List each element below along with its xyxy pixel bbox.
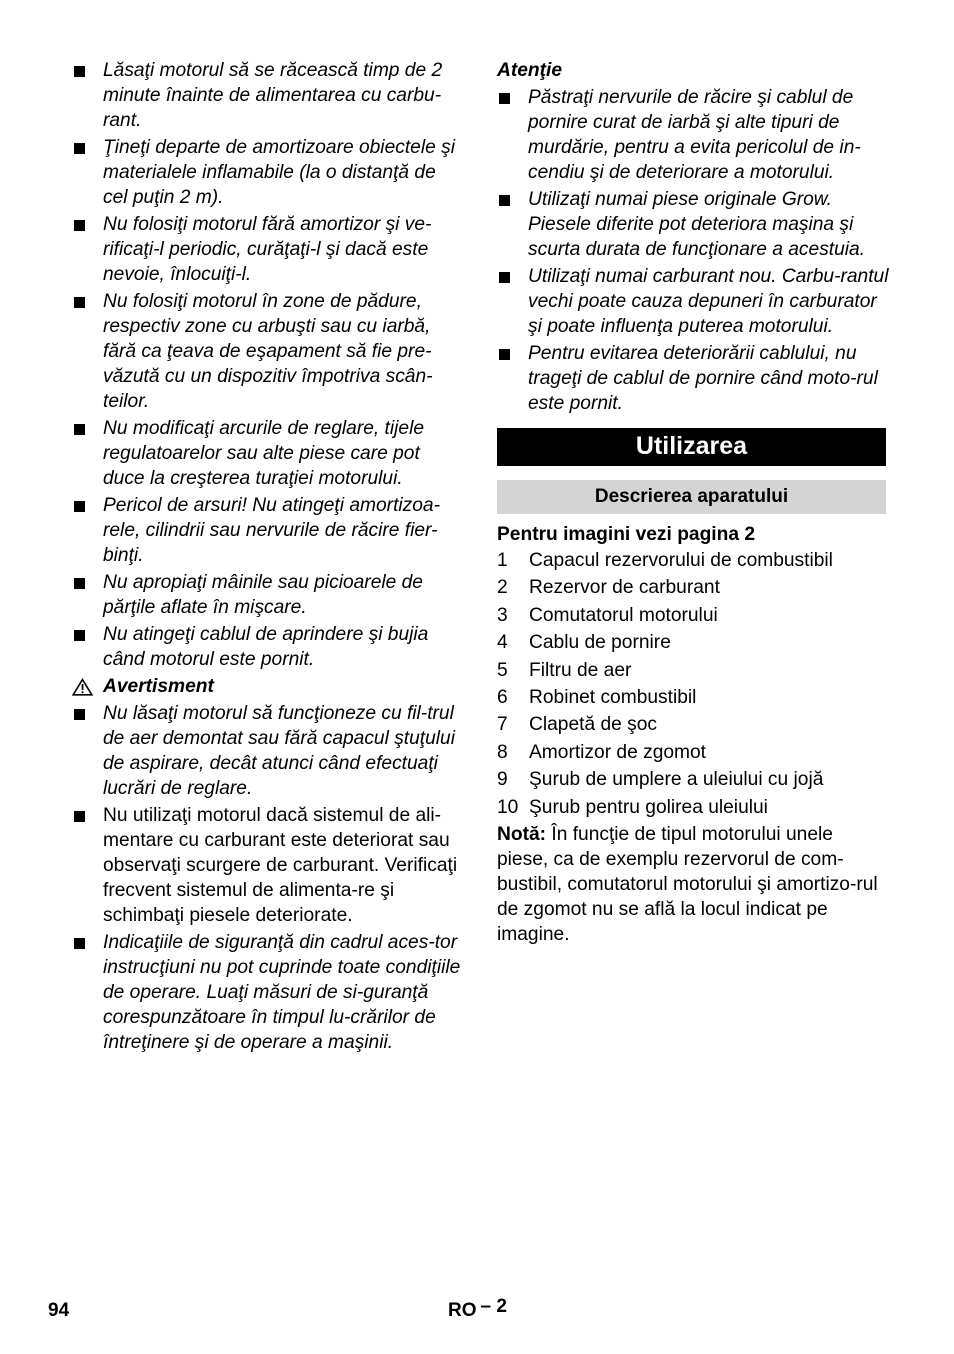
warning-list: [72, 701, 464, 1055]
list-item: Nu folosiţi motorul în zone de pădure, respectiv zone cu arbuşti sau cu iarbă, fără ca ţeava de eşapament să fie pre-văzută cu un dispozitiv împotriva scân-teilor.: [72, 289, 464, 414]
attention-heading: Atenţie: [497, 60, 563, 81]
bullet-square-icon: [74, 220, 85, 231]
bullet-square-icon: [74, 938, 85, 949]
list-item: 1 Capacul rezervorului de combustibil: [497, 550, 833, 571]
list-item: Pentru evitarea deteriorării cablului, nu trageţi de cablul de pornire când moto-rul este pornit.: [497, 341, 889, 416]
bullet-square-icon: [499, 272, 510, 283]
list-item: 2 Rezervor de carburant: [497, 577, 720, 599]
bullet-square-icon: [74, 501, 85, 512]
warning-triangle-icon: [72, 678, 93, 696]
note-text: În funcţie de tipul motorului unele piese, ca de exemplu rezervorul de com-bustibil, comutatorul motorului şi amortizo-rul de zgomot nu se află la locul indicat pe imagine.: [497, 823, 878, 945]
list-item: 3 Comutatorul motorului: [497, 604, 718, 626]
bullet-square-icon: [499, 349, 510, 360]
list-item: 10 Şurub pentru golirea uleiului: [497, 796, 768, 818]
list-item: Nu lăsaţi motorul să funcţioneze cu fil-trul de aer demontat sau fără capacul ştuţului de aspirare, decât atunci când efectuaţi lucrări de reglare.: [72, 701, 464, 801]
bullet-square-icon: [74, 630, 85, 641]
language-code: RO – 2: [448, 1296, 507, 1321]
left-column: [72, 58, 464, 1057]
list-item: Pericol de arsuri! Nu atingeţi amortizoa-rele, cilindrii sau nervurile de răcire fier-binţi.: [72, 493, 464, 568]
note-label: Notă:: [497, 823, 547, 845]
note-paragraph: [497, 822, 889, 947]
list-item: Utilizaţi numai piese originale Grow. Piesele diferite pot deteriora maşina şi scurta durata de funcţionare a acestuia.: [497, 187, 889, 262]
bullet-square-icon: [499, 195, 510, 206]
bullet-square-icon: [74, 424, 85, 435]
section-title: Utilizarea: [497, 428, 886, 466]
list-item: 9 Şurub de umplere a uleiului cu jojă: [497, 769, 824, 791]
attention-list: [497, 85, 889, 416]
right-column: [497, 58, 889, 947]
sub-page-number: – 2: [480, 1296, 507, 1317]
list-item: Nu folosiţi motorul fără amortizor şi ve-rificaţi-l periodic, curăţaţi-l şi dacă este nevoie, înlocuiţi-l.: [72, 212, 464, 287]
list-item: Lăsaţi motorul să se răcească timp de 2 minute înainte de alimentarea cu carbu-rant.: [72, 58, 464, 133]
list-item: Utilizaţi numai carburant nou. Carbu-rantul vechi poate cauza depuneri în carburator şi poate influenţa puterea motorului.: [497, 264, 889, 339]
list-item: Nu atingeţi cablul de aprindere şi bujia când motorul este pornit.: [72, 622, 464, 672]
list-item: Nu apropiaţi mâinile sau picioarele de părţile aflate în mişcare.: [72, 570, 464, 620]
bullet-square-icon: [74, 66, 85, 77]
safety-list: [72, 58, 464, 672]
list-item: 4 Cablu de pornire: [497, 632, 671, 654]
bullet-square-icon: [499, 93, 510, 104]
list-item: Păstraţi nervurile de răcire şi cablul de pornire curat de iarbă şi alte tipuri de murdărie, pentru a evita pericolul de in-cendiu şi de deteriorare a motorului.: [497, 85, 889, 185]
bullet-square-icon: [74, 709, 85, 720]
page-number: 94: [48, 1300, 70, 1321]
list-item: 5 Filtru de aer: [497, 659, 632, 681]
warning-heading: Avertisment: [72, 674, 464, 699]
bullet-square-icon: [74, 297, 85, 308]
list-item: Nu modificaţi arcurile de reglare, tijele regulatoarelor sau alte piese care pot duce la creşterea turaţiei motorului.: [72, 416, 464, 491]
bullet-square-icon: [74, 811, 85, 822]
list-item: Nu utilizaţi motorul dacă sistemul de ali-mentare cu carburant este deteriorat sau observaţi scurgere de carburant. Verificaţi frecvent sistemul de alimenta-re şi schimbaţi piesele deteriorate.: [72, 803, 464, 928]
list-item: 7 Clapetă de şoc: [497, 714, 657, 736]
list-item: Indicaţiile de siguranţă din cadrul aces-tor instrucţiuni nu pot cuprinde toate condiţiile de operare. Luaţi măsuri de si-guranţă corespunzătoare în timpul lu-crărilor de întreţinere şi de operare a maşinii.: [72, 930, 464, 1055]
parts-list: [497, 548, 889, 820]
bullet-square-icon: [74, 578, 85, 589]
list-item: 6 Robinet combustibil: [497, 686, 697, 708]
list-item: 8 Amortizor de zgomot: [497, 741, 707, 763]
list-item: Ţineţi departe de amortizoare obiectele şi materialele inflamabile (la o distanţă de cel puţin 2 m).: [72, 135, 464, 210]
subsection-title: Descrierea aparatului: [497, 480, 886, 514]
figure-reference: Pentru imagini vezi pagina 2: [497, 524, 756, 545]
bullet-square-icon: [74, 143, 85, 154]
